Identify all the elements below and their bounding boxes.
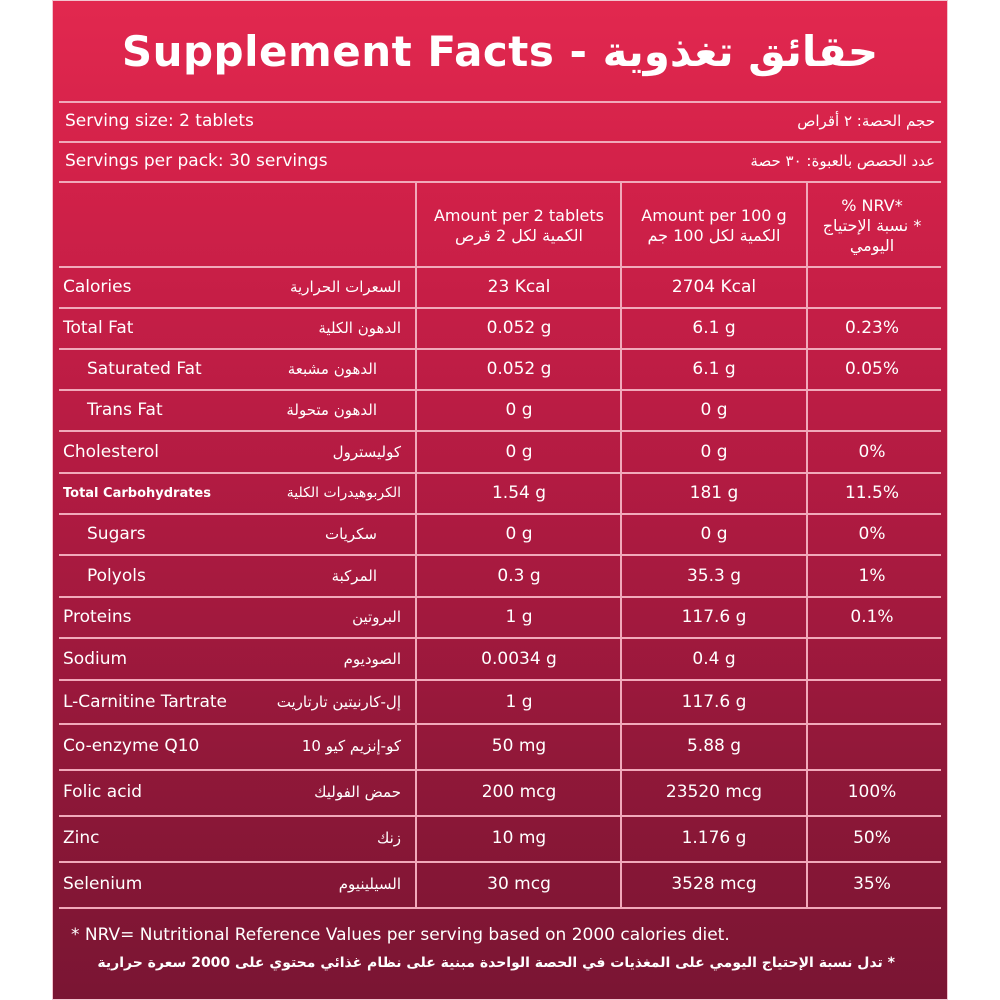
nutrient-name-en: Folic acid <box>63 782 143 802</box>
header-per-serving-en: Amount per 2 tablets <box>433 206 605 225</box>
amount-per-100g: 0 g <box>700 400 728 420</box>
nrv-percent <box>807 267 937 307</box>
nrv-percent <box>807 682 937 722</box>
table-row <box>53 308 947 348</box>
nrv-percent: 35% <box>853 874 891 894</box>
header-per-100g <box>621 187 807 265</box>
nrv-percent <box>807 726 937 766</box>
nrv-percent: 11.5% <box>844 483 899 503</box>
divider <box>59 769 941 771</box>
serving-size-row <box>65 102 935 140</box>
nutrient-name-en: Calories <box>63 277 132 297</box>
amount-per-serving: 30 mcg <box>487 874 551 894</box>
nrv-percent: 0% <box>858 524 886 544</box>
nutrient-name-en: Total Carbohydrates <box>63 485 211 501</box>
amount-per-serving: 23 Kcal <box>487 277 551 297</box>
divider <box>59 181 941 183</box>
header-nrv-ar-1: * نسبة الإحتياج <box>822 216 922 235</box>
nutrient-name-ar: الدهون الكلية <box>318 319 401 337</box>
amount-per-serving: 1 g <box>505 607 533 627</box>
nrv-percent: 0.23% <box>844 318 899 338</box>
header-per-serving-ar: الكمية لكل 2 قرص <box>455 226 583 245</box>
nutrient-name-en: Co-enzyme Q10 <box>63 736 200 756</box>
header-per-serving <box>417 187 621 265</box>
table-row <box>53 772 947 812</box>
amount-per-serving: 0.052 g <box>486 318 552 338</box>
amount-per-serving: 0.052 g <box>486 359 552 379</box>
nrv-percent: 1% <box>858 566 886 586</box>
nutrient-name-ar: السيلينيوم <box>338 875 401 893</box>
nutrient-name-en: Sugars <box>87 524 146 544</box>
table-row <box>53 473 947 513</box>
nutrient-name-ar: زنك <box>376 829 401 847</box>
table-row <box>53 597 947 637</box>
table-row <box>53 726 947 766</box>
table-row <box>53 556 947 596</box>
panel-title: Supplement Facts - حقائق تغذوية <box>121 26 879 76</box>
amount-per-100g: 3528 mcg <box>671 874 757 894</box>
table-row <box>53 349 947 389</box>
amount-per-serving: 50 mg <box>491 736 547 756</box>
nutrient-name-en: Sodium <box>63 649 128 669</box>
serving-size-en: Serving size: 2 tablets <box>65 111 254 131</box>
nutrient-name-ar: المركبة <box>331 567 377 585</box>
header-per-100g-ar: الكمية لكل 100 جم <box>647 226 781 245</box>
amount-per-serving: 1 g <box>505 692 533 712</box>
amount-per-100g: 1.176 g <box>681 828 747 848</box>
amount-per-100g: 181 g <box>689 483 739 503</box>
amount-per-serving: 0.3 g <box>497 566 541 586</box>
nrv-percent <box>807 639 937 679</box>
amount-per-serving: 0 g <box>505 442 533 462</box>
nutrient-name-ar: البروتين <box>352 608 401 626</box>
table-row <box>53 390 947 430</box>
amount-per-100g: 117.6 g <box>681 692 747 712</box>
amount-per-100g: 23520 mcg <box>665 782 763 802</box>
amount-per-100g: 5.88 g <box>686 736 742 756</box>
supplement-facts-panel <box>52 0 948 1000</box>
header-nrv-ar-2: اليومي <box>849 236 895 255</box>
nrv-percent: 0.05% <box>844 359 899 379</box>
amount-per-serving: 0 g <box>505 400 533 420</box>
nutrient-name-ar: الكربوهيدرات الكلية <box>286 485 401 501</box>
nutrient-name-en: Polyols <box>87 566 146 586</box>
table-row <box>53 639 947 679</box>
amount-per-100g: 0.4 g <box>692 649 736 669</box>
amount-per-100g: 0 g <box>700 442 728 462</box>
divider <box>59 815 941 817</box>
nutrient-name-ar: حمض الفوليك <box>314 783 401 801</box>
table-row <box>53 514 947 554</box>
table-row <box>53 864 947 904</box>
nutrient-name-en: Proteins <box>63 607 132 627</box>
amount-per-100g: 6.1 g <box>692 359 736 379</box>
nutrient-name-en: Trans Fat <box>87 400 163 420</box>
nutrient-name-en: L-Carnitine Tartrate <box>63 692 227 712</box>
amount-per-100g: 0 g <box>700 524 728 544</box>
nrv-percent <box>807 390 937 430</box>
servings-per-pack-ar: عدد الحصص بالعبوة: ٣٠ حصة <box>750 152 935 170</box>
amount-per-serving: 200 mcg <box>481 782 557 802</box>
header-nrv-en: % NRV* <box>841 196 903 215</box>
nutrient-name-en: Zinc <box>63 828 100 848</box>
amount-per-serving: 0.0034 g <box>481 649 557 669</box>
footnote-en: * NRV= Nutritional Reference Values per serving based on 2000 calories diet. <box>71 925 730 945</box>
nutrient-name-ar: إل-كارنيتين تارتاريت <box>276 693 401 711</box>
nutrient-name-ar: الدهون مشبعة <box>287 360 377 378</box>
servings-per-pack-en: Servings per pack: 30 servings <box>65 151 328 171</box>
nutrient-name-en: Saturated Fat <box>87 359 202 379</box>
amount-per-100g: 117.6 g <box>681 607 747 627</box>
nutrient-name-en: Selenium <box>63 874 143 894</box>
amount-per-100g: 2704 Kcal <box>671 277 757 297</box>
nutrient-name-ar: كو-إنزيم كيو 10 <box>301 737 401 755</box>
amount-per-serving: 0 g <box>505 524 533 544</box>
divider <box>59 679 941 681</box>
servings-per-pack-row <box>65 142 935 180</box>
nrv-percent: 0.1% <box>850 607 894 627</box>
amount-per-serving: 10 mg <box>491 828 547 848</box>
nutrient-name-ar: السعرات الحرارية <box>289 278 401 296</box>
divider <box>59 723 941 725</box>
amount-per-100g: 35.3 g <box>686 566 742 586</box>
table-row <box>53 682 947 722</box>
nutrient-name-ar: الدهون متحولة <box>286 401 377 419</box>
header-per-100g-en: Amount per 100 g <box>641 206 787 225</box>
table-row <box>53 432 947 472</box>
nutrient-name-ar: الصوديوم <box>343 650 401 668</box>
footnote-ar: * تدل نسبة الإحتياج اليومي على المغذيات في الحصة الواحدة مبنية على نظام غذائي محتوي على 2000 سعرة حرارية <box>97 955 895 971</box>
nutrient-name-en: Total Fat <box>63 318 134 338</box>
amount-per-100g: 6.1 g <box>692 318 736 338</box>
header-nrv <box>807 187 937 265</box>
table-row <box>53 267 947 307</box>
amount-per-serving: 1.54 g <box>491 483 547 503</box>
divider <box>59 861 941 863</box>
nrv-percent: 100% <box>847 782 897 802</box>
serving-size-ar: حجم الحصة: ٢ أقراص <box>797 112 935 130</box>
nutrient-name-ar: سكريات <box>325 525 377 543</box>
nrv-percent: 50% <box>853 828 891 848</box>
nutrient-name-en: Cholesterol <box>63 442 159 462</box>
divider <box>59 907 941 909</box>
table-row <box>53 818 947 858</box>
nrv-percent: 0% <box>858 442 886 462</box>
nutrient-name-ar: كوليسترول <box>332 443 401 461</box>
